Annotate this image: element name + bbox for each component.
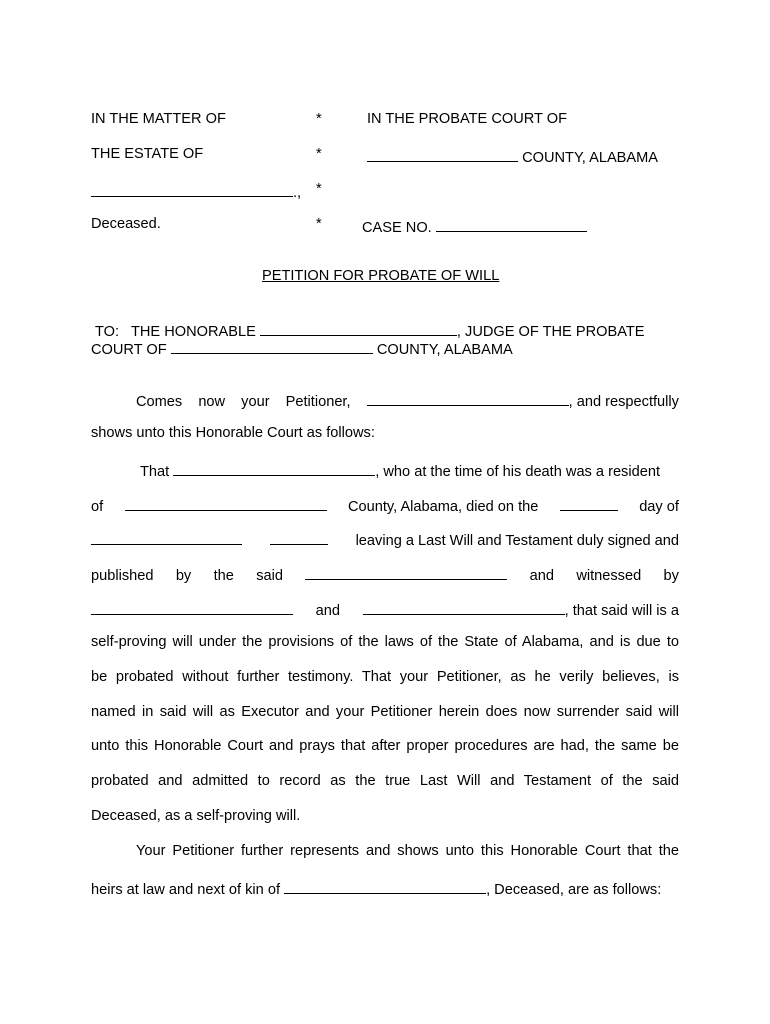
word: Comes <box>136 394 183 410</box>
witness-2-blank[interactable] <box>363 599 565 615</box>
estate-label: THE ESTATE OF <box>91 146 204 162</box>
respectfully-text: , and respectfully <box>568 394 679 410</box>
caption-star: * <box>316 111 322 127</box>
paragraph-1-line-1 <box>136 390 679 410</box>
document-title: PETITION FOR PROBATE OF WILL <box>262 268 500 284</box>
word: of <box>91 499 104 515</box>
word: published <box>91 568 154 584</box>
paragraph-2-line-7: be probated without further testimony. That your Petitioner, as he verily believes, is <box>91 669 679 685</box>
that-word: That <box>140 464 170 480</box>
residence-county-blank[interactable] <box>125 495 327 511</box>
court-label: IN THE PROBATE COURT OF <box>367 111 568 127</box>
petitioner-name-blank[interactable] <box>367 390 569 406</box>
resident-text: , who at the time of his death was a resident <box>375 464 661 480</box>
paragraph-2-line-6: self-proving will under the provisions of the laws of the State of Alabama, and is due to <box>91 634 679 650</box>
paragraph-3-line-1: Your Petitioner further represents and shows unto this Honorable Court that the <box>136 843 679 859</box>
word: by <box>175 568 192 584</box>
deceased-label: Deceased. <box>91 216 161 232</box>
deceased-follows-text: , Deceased, are as follows: <box>486 882 662 898</box>
to-label: TO: <box>95 324 120 340</box>
court-of-label: COURT OF <box>91 342 167 358</box>
paragraph-2-line-3 <box>91 529 679 549</box>
word: the <box>213 568 234 584</box>
paragraph-2-line-9: unto this Honorable Court and prays that after proper procedures are had, the same be <box>91 738 679 754</box>
year-blank[interactable] <box>270 529 328 545</box>
paragraph-2-line-11: Deceased, as a self-proving will. <box>91 808 301 824</box>
heirs-decedent-blank[interactable] <box>284 878 486 894</box>
paragraph-2-line-1 <box>140 460 679 480</box>
word: and <box>529 568 554 584</box>
word: Petitioner, <box>285 394 351 410</box>
word: now <box>198 394 226 410</box>
word: your <box>241 394 270 410</box>
county-label: COUNTY, ALABAMA <box>522 150 659 166</box>
leaving-text: leaving a Last Will and Testament duly signed and <box>355 533 679 549</box>
signer-blank[interactable] <box>305 564 507 580</box>
judge-name-blank[interactable] <box>260 320 457 336</box>
day-of-text: day of <box>639 499 679 515</box>
word: and <box>315 603 340 619</box>
decedent-blank[interactable] <box>173 460 375 476</box>
county-died-text: County, Alabama, died on the <box>347 499 539 515</box>
case-label: CASE NO. <box>362 220 432 236</box>
word: witnessed <box>576 568 642 584</box>
paragraph-2-line-4 <box>91 564 679 584</box>
paragraph-2-line-10: probated and admitted to record as the true Last Will and Testament of the said <box>91 773 679 789</box>
matter-label: IN THE MATTER OF <box>91 111 226 127</box>
self-proving-text: , that said will is a <box>564 603 679 619</box>
decedent-name-blank[interactable] <box>91 181 293 197</box>
court-county-blank[interactable] <box>171 338 373 354</box>
paragraph-2-line-5 <box>91 599 679 619</box>
judge-text: , JUDGE OF THE PROBATE <box>456 324 645 340</box>
day-blank[interactable] <box>560 495 618 511</box>
county-blank[interactable] <box>367 146 518 162</box>
paragraph-2-line-2 <box>91 495 679 515</box>
word: by <box>663 568 679 584</box>
paragraph-1-line-2: shows unto this Honorable Court as follows: <box>91 425 375 441</box>
month-blank[interactable] <box>91 529 242 545</box>
caption-star: * <box>316 216 322 232</box>
honorable-label: THE HONORABLE <box>130 324 256 340</box>
caption-star: * <box>316 181 322 197</box>
county-alabama-label: COUNTY, ALABAMA <box>376 342 513 358</box>
case-number-blank[interactable] <box>436 216 587 232</box>
caption-star: * <box>316 146 322 162</box>
name-suffix: ., <box>293 185 302 201</box>
paragraph-3-line-2 <box>91 878 679 898</box>
witness-1-blank[interactable] <box>91 599 293 615</box>
word: said <box>256 568 283 584</box>
paragraph-2-line-8: named in said will as Executor and your Petitioner herein does now surrender said will <box>91 704 679 720</box>
heirs-text: heirs at law and next of kin of <box>91 882 281 898</box>
